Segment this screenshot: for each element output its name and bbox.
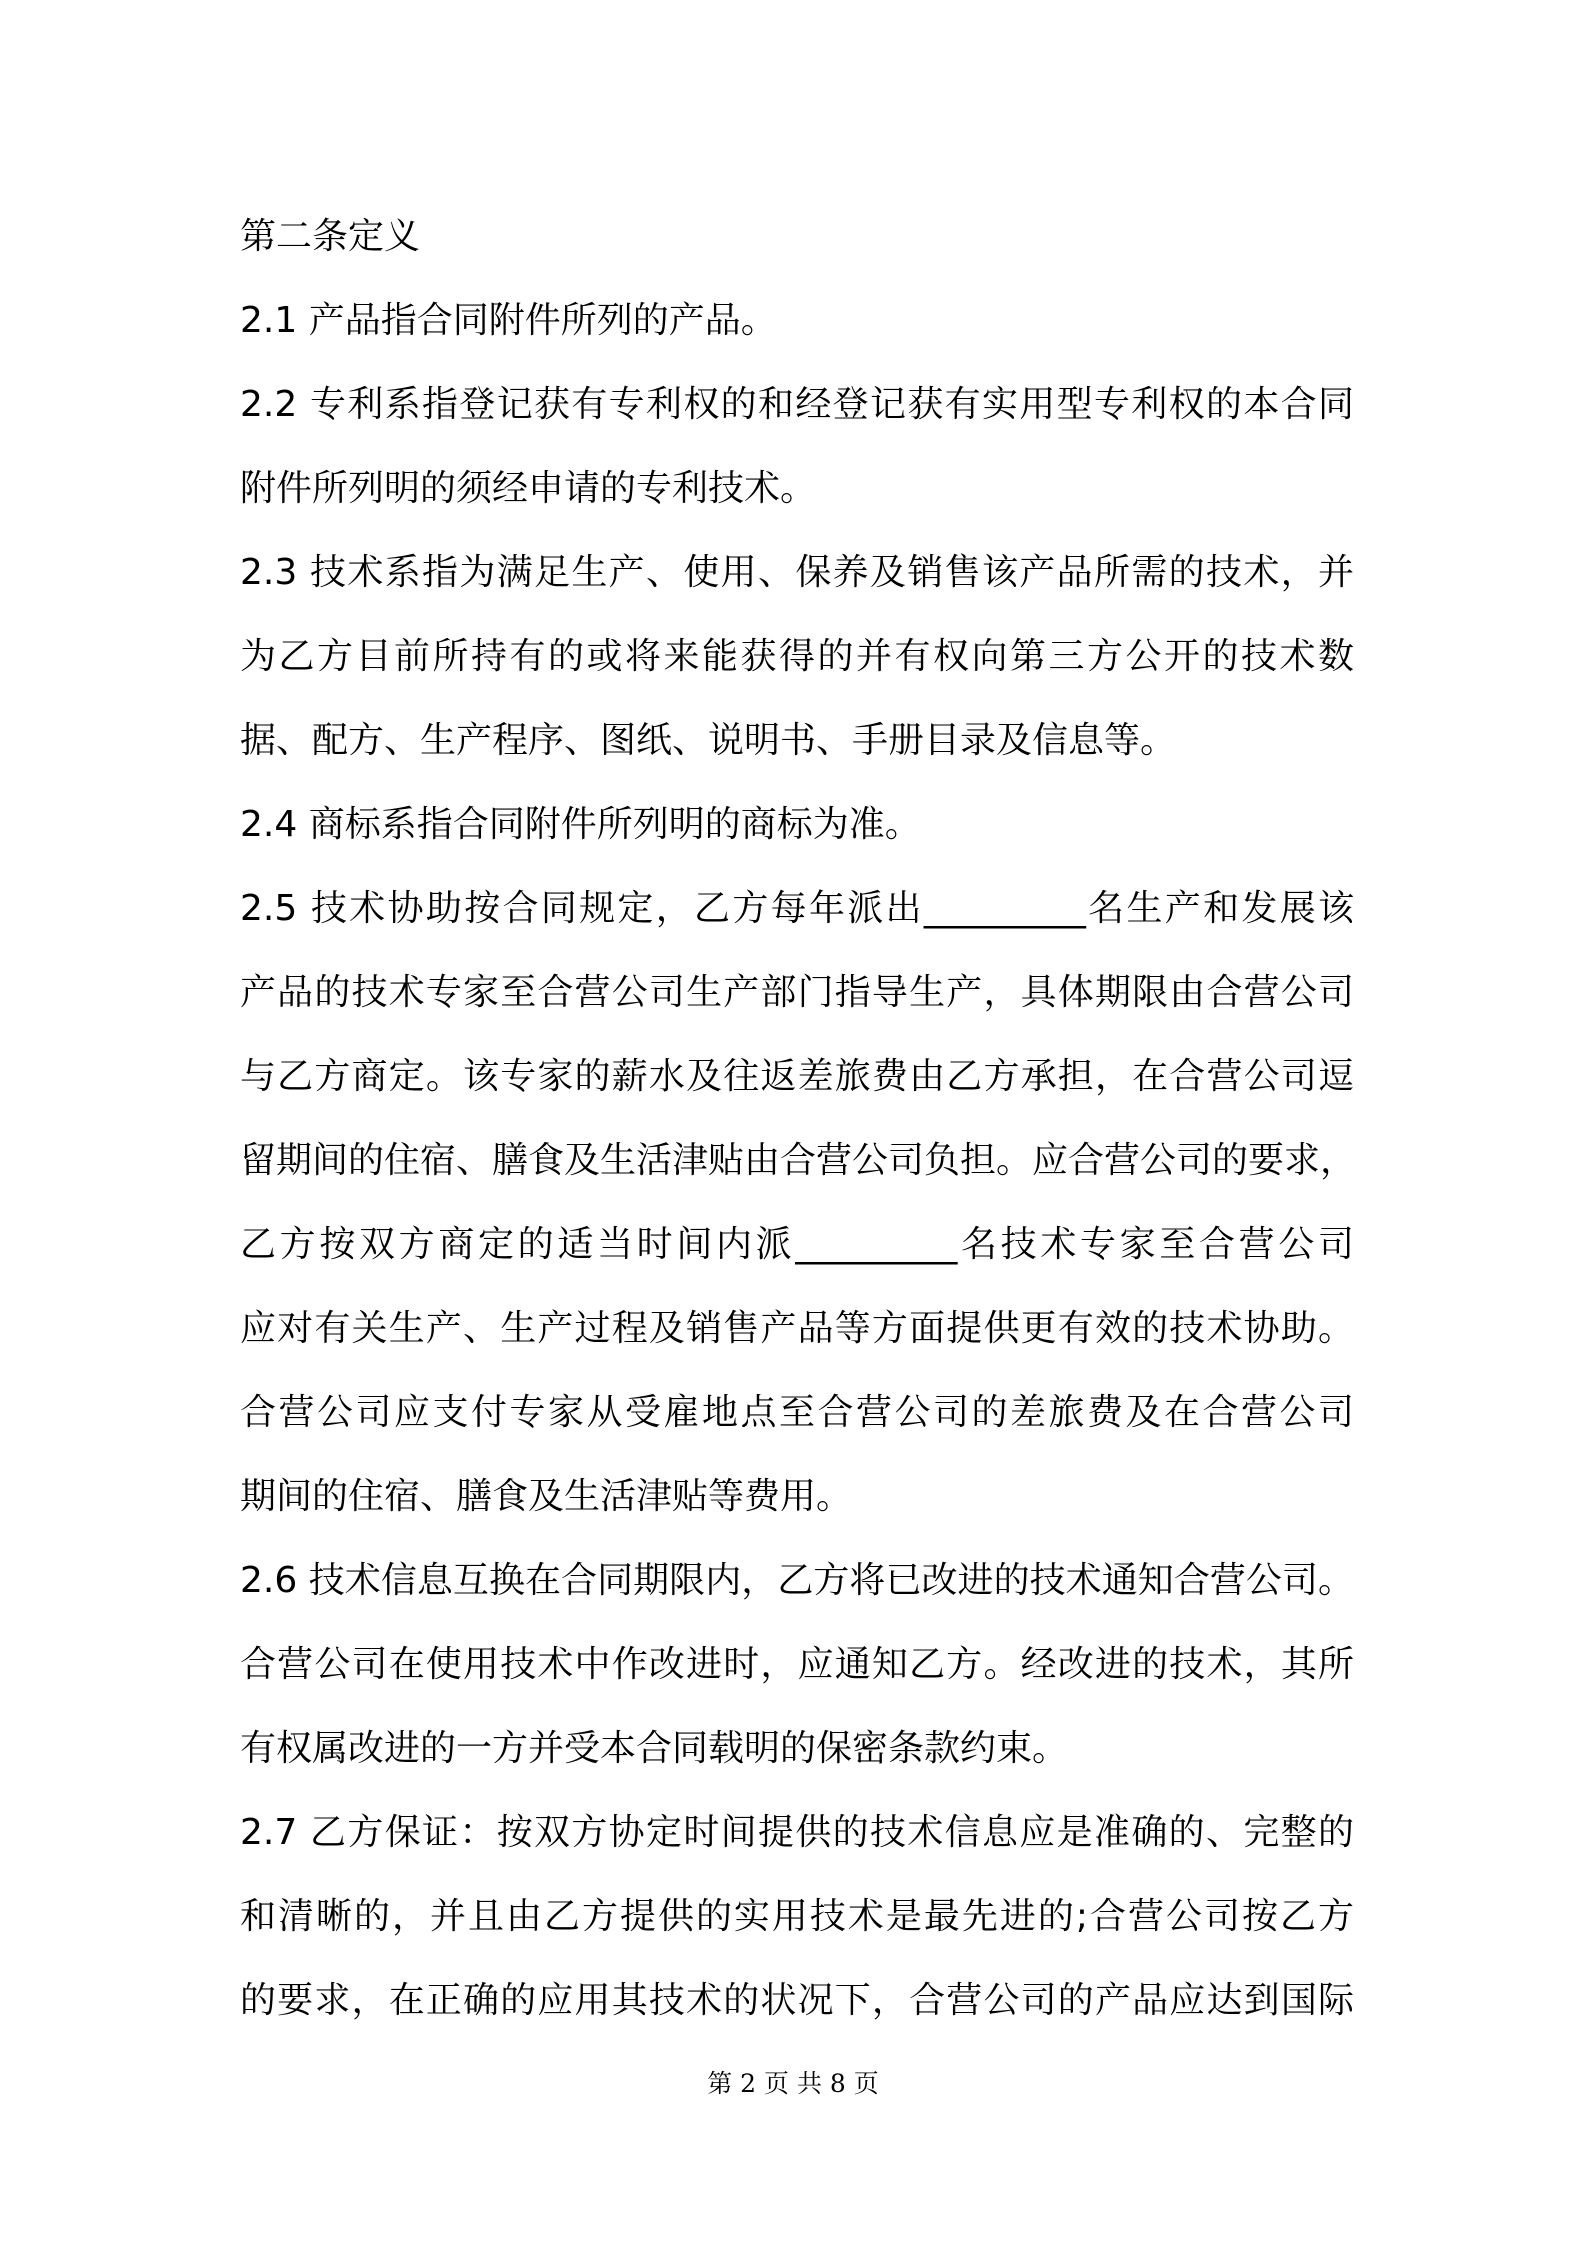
document-body xyxy=(240,195,1357,2043)
clause-2-5-line-5: 乙方按双方商定的适当时间内派_________名技术专家至合营公司 xyxy=(240,1224,1354,1265)
clause-2-6-line-3: 有权属改进的一方并受本合同载明的保密条款约束。 xyxy=(240,1728,1069,1769)
clause-2-2-line-2: 附件所列明的须经申请的专利技术。 xyxy=(240,468,817,509)
clause-2-5-line-1: 2.5 技术协助按合同规定，乙方每年派出_________名生产和发展该 xyxy=(240,888,1354,929)
clause-2-5-line-6: 应对有关生产、生产过程及销售产品等方面提供更有效的技术协助。 xyxy=(240,1308,1354,1349)
clause-2-5-line-8: 期间的住宿、膳食及生活津贴等费用。 xyxy=(240,1476,853,1517)
clause-2-5-line-2: 产品的技术专家至合营公司生产部门指导生产，具体期限由合营公司 xyxy=(240,972,1354,1013)
clause-2-5-line-4: 留期间的住宿、膳食及生活津贴由合营公司负担。应合营公司的要求， xyxy=(240,1140,1357,1181)
page-number-footer: 第 2 页 共 8 页 xyxy=(707,2069,879,2098)
clause-2-2-line-1: 2.2 专利系指登记获有专利权的和经登记获有实用型专利权的本合同 xyxy=(240,384,1354,425)
clause-2-3-line-3: 据、配方、生产程序、图纸、说明书、手册目录及信息等。 xyxy=(240,720,1177,761)
clause-2-6-line-2: 合营公司在使用技术中作改进时，应通知乙方。经改进的技术，其所 xyxy=(240,1644,1354,1685)
clause-2-7-line-1: 2.7 乙方保证：按双方协定时间提供的技术信息应是准确的、完整的 xyxy=(240,1812,1354,1853)
clause-2-7-line-3: 的要求，在正确的应用其技术的状况下，合营公司的产品应达到国际 xyxy=(240,1980,1354,2021)
clause-2-5-line-7: 合营公司应支付专家从受雇地点至合营公司的差旅费及在合营公司 xyxy=(240,1392,1354,1433)
clause-2-6-line-1: 2.6 技术信息互换在合同期限内，乙方将已改进的技术通知合营公司。 xyxy=(240,1560,1354,1601)
clause-2-5-line-3: 与乙方商定。该专家的薪水及往返差旅费由乙方承担，在合营公司逗 xyxy=(240,1056,1354,1097)
section-heading: 第二条定义 xyxy=(240,216,421,257)
clause-2-3-line-1: 2.3 技术系指为满足生产、使用、保养及销售该产品所需的技术，并 xyxy=(240,552,1354,593)
clause-2-3-line-2: 为乙方目前所持有的或将来能获得的并有权向第三方公开的技术数 xyxy=(240,636,1354,677)
clause-2-4: 2.4 商标系指合同附件所列明的商标为准。 xyxy=(240,804,921,845)
clause-2-7-line-2: 和清晰的，并且由乙方提供的实用技术是最先进的;合营公司按乙方 xyxy=(240,1896,1354,1937)
clause-2-1: 2.1 产品指合同附件所列的产品。 xyxy=(240,300,777,341)
